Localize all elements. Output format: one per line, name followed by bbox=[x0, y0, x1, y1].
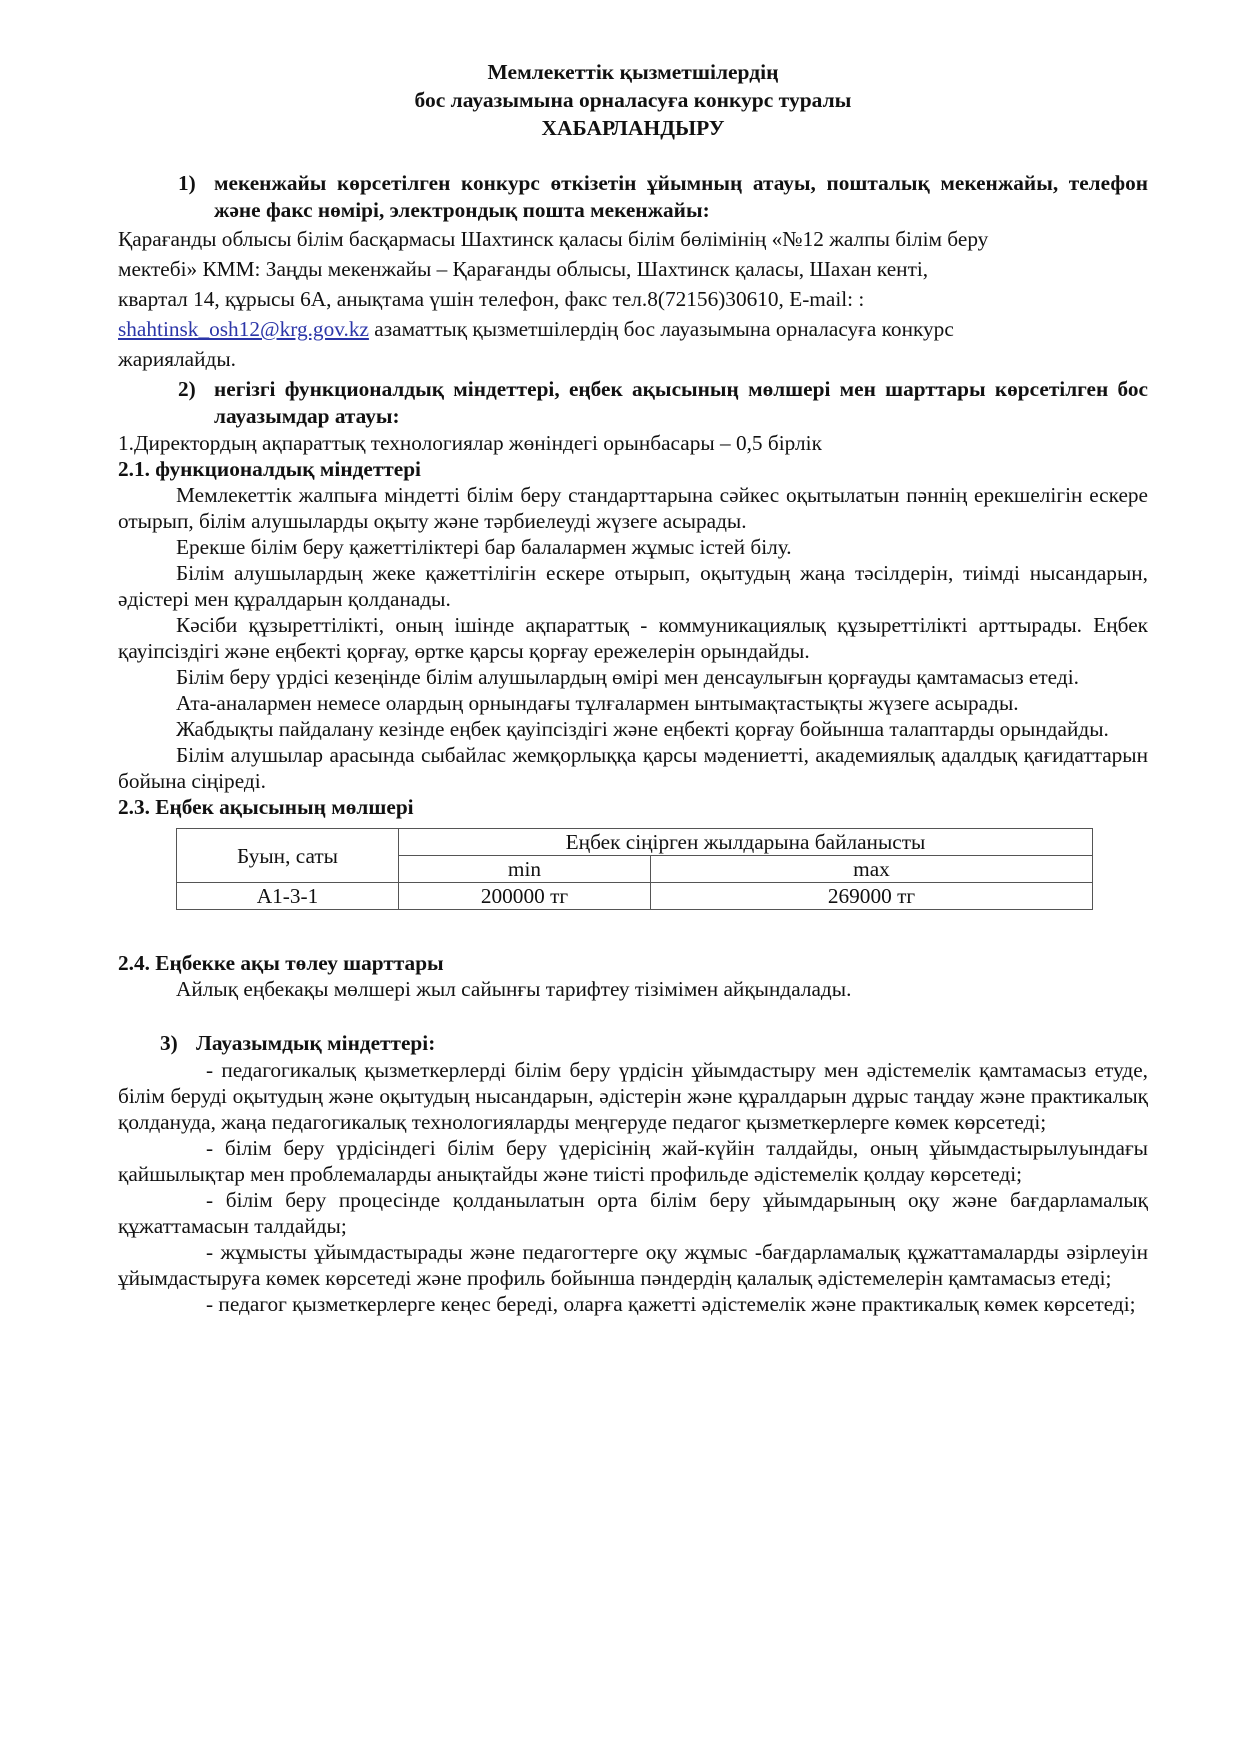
duty-item: Білім беру үрдісі кезеңінде білім алушылардың өмірі мен денсаулығын қорғауды қамтамасыз етеді. bbox=[176, 665, 1079, 689]
address-line-4-rest: азаматтық қызметшілердің бос лауазымына орналасуға конкурс bbox=[368, 317, 954, 341]
duty-item: Кәсіби құзыреттілікті, оның ішінде ақпараттық - коммуникациялық құзыреттілікті арттырады. Еңбек қауіпсіздігі және еңбекті қорғау, өртке қарсы қорғау ережелерін орындайды. bbox=[118, 613, 1148, 663]
section-1-number: 1) bbox=[178, 171, 196, 195]
address-line-4 bbox=[118, 314, 1148, 344]
header-min: min bbox=[399, 856, 651, 883]
cell-grade: А1-3-1 bbox=[177, 883, 399, 910]
job-duty-item: - білім беру процесінде қолданылатын орта білім беру ұйымдарының оқу және бағдарламалық құжаттамасын талдайды; bbox=[118, 1188, 1148, 1238]
address-line-1: Қарағанды облысы білім басқармасы Шахтинск қаласы білім бөлімінің «№12 жалпы білім беру bbox=[118, 227, 989, 251]
title-line-1: Мемлекеттік қызметшілердің bbox=[487, 60, 779, 84]
section-3-number: 3) bbox=[160, 1031, 178, 1055]
title-line-2: бос лауазымына орналасуға конкурс туралы bbox=[414, 88, 852, 112]
duty-item: Білім алушылар арасында сыбайлас жемқорлыққа қарсы мәдениетті, академиялық адалдық қағидаттарын бойына сіңіреді. bbox=[118, 743, 1148, 793]
organization-address bbox=[118, 224, 1148, 374]
functional-duties-list bbox=[118, 482, 1148, 794]
duty-item: Білім алушылардың жеке қажеттілігін ескере отырып, оқытудың жаңа тәсілдерін, тиімді нысандарын, әдістері мен құралдарын қолданады. bbox=[118, 561, 1148, 611]
section-3-heading bbox=[118, 1030, 1148, 1057]
email-link[interactable]: shahtinsk_osh12@krg.gov.kz bbox=[118, 317, 369, 341]
job-duty-item: - педагог қызметкерлерге кеңес береді, оларға қажетті әдістемелік және практикалық көмек көрсетеді; bbox=[206, 1292, 1136, 1316]
document-page bbox=[118, 58, 1148, 1317]
table-row bbox=[177, 883, 1093, 910]
duty-item: Жабдықты пайдалану кезінде еңбек қауіпсіздігі және еңбекті қорғау бойынша талаптарды орындайды. bbox=[176, 717, 1109, 741]
address-line-5: жариялайды. bbox=[118, 347, 236, 371]
address-line-2: мектебі» КММ: Заңды мекенжайы – Қарағанды облысы, Шахтинск қаласы, Шахан кенті, bbox=[118, 257, 929, 281]
job-duty-item: - педагогикалық қызметкерлерді білім беру үрдісін ұйымдастыру мен әдістемелік қамтамасыз етуде, білім беруді оқытудың және оқытудың нысандарын, әдістерін және құралдарын дұрыс таңдау және практикалық қолдануда, жаңа педагогикалық технологияларды меңгеруде педагог қызметкерлерге көмек көрсетеді; bbox=[118, 1058, 1148, 1134]
job-duty-item: - жұмысты ұйымдастырады және педагогтерге оқу жұмыс -бағдарламалық құжаттамаларды әзірлеуін ұйымдастыруға көмек көрсетеді және профиль бойынша пәндердің қалалық әдістемелерін қамтамасыз етеді; bbox=[118, 1240, 1148, 1290]
header-experience: Еңбек сіңірген жылдарына байланысты bbox=[399, 829, 1093, 856]
table-header-row bbox=[177, 829, 1093, 856]
header-max: max bbox=[651, 856, 1093, 883]
document-title bbox=[118, 58, 1148, 142]
functional-duties-heading: 2.1. функционалдық міндеттері bbox=[118, 457, 421, 481]
duty-item: Мемлекеттік жалпыға міндетті білім беру стандарттарына сәйкес оқытылатын пәннің ерекшелігін ескере отырып, білім алушыларды оқыту және тәрбиелеуді жүзеге асырады. bbox=[118, 483, 1148, 533]
section-1-heading-text: мекенжайы көрсетілген конкурс өткізетін ұйымның атауы, пошталық мекенжайы, телефон және факс нөмірі, электрондық пошта мекенжайы: bbox=[214, 171, 1148, 222]
payment-terms-heading: 2.4. Еңбекке ақы төлеу шарттары bbox=[118, 951, 444, 975]
salary-heading: 2.3. Еңбек ақысының мөлшері bbox=[118, 795, 414, 819]
section-2-number: 2) bbox=[178, 377, 196, 401]
job-duties-list bbox=[118, 1057, 1148, 1317]
duty-item: Ерекше білім беру қажеттіліктері бар балалармен жұмыс істей білу. bbox=[176, 535, 792, 559]
job-duty-item: - білім беру үрдісіндегі білім беру үдерісінің жай-күйін талдайды, оның ұйымдастырылуындағы қайшылықтар мен проблемаларды анықтайды және тиісті профильде әдістемелік қолдау көрсетеді; bbox=[118, 1136, 1148, 1186]
payment-terms-text: Айлық еңбекақы мөлшері жыл сайынғы тарифтеу тізімімен айқындалады. bbox=[176, 977, 852, 1001]
salary-table bbox=[176, 828, 1093, 910]
section-2-heading-text: негізгі функционалдық міндеттері, еңбек ақысының мөлшері мен шарттары көрсетілген бос лауазымдар атауы: bbox=[214, 377, 1148, 428]
section-1-heading bbox=[118, 170, 1148, 224]
address-line-3: квартал 14, құрысы 6А, анықтама үшін телефон, факс тел.8(72156)30610, E-mail: : bbox=[118, 287, 865, 311]
cell-min: 200000 тг bbox=[399, 883, 651, 910]
section-2-heading bbox=[118, 376, 1148, 430]
header-grade: Буын, саты bbox=[177, 829, 399, 883]
duty-item: Ата-аналармен немесе олардың орнындағы тұлғалармен ынтымақтастықты жүзеге асырады. bbox=[176, 691, 1019, 715]
vacancy-position: 1.Директордың ақпараттық технологиялар жөніндегі орынбасары – 0,5 бірлік bbox=[118, 431, 822, 455]
title-line-3: ХАБАРЛАНДЫРУ bbox=[541, 116, 725, 140]
section-3-heading-text: Лауазымдық міндеттері: bbox=[196, 1031, 436, 1055]
cell-max: 269000 тг bbox=[651, 883, 1093, 910]
